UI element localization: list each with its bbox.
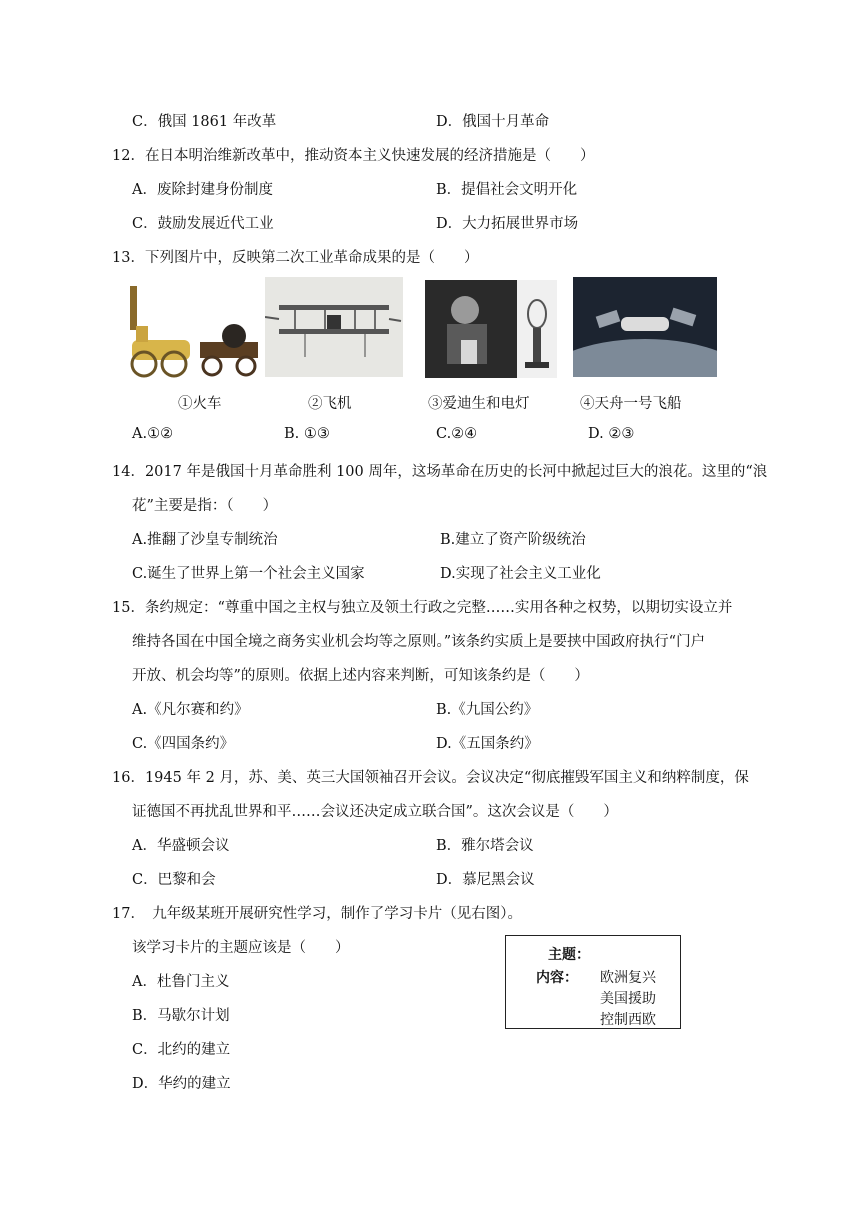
q15-option-a: A.《凡尔赛和约》 bbox=[132, 702, 249, 718]
q14-option-b: B.建立了资产阶级统治 bbox=[440, 532, 586, 548]
q17-option-d: D．华约的建立 bbox=[132, 1076, 231, 1092]
card-content-line-1: 欧洲复兴 bbox=[600, 970, 656, 986]
q11-option-c: C．俄国 1861 年改革 bbox=[132, 114, 277, 130]
airplane-image bbox=[265, 277, 403, 377]
q13-caption-4: ④天舟一号飞船 bbox=[580, 396, 682, 412]
q12-option-a: A．废除封建身份制度 bbox=[132, 182, 273, 198]
q14-stem-line2: 花”主要是指：（ ） bbox=[132, 498, 278, 514]
q16-stem-line2: 证德国不再扰乱世界和平……会议还决定成立联合国”。这次会议是（ ） bbox=[132, 804, 618, 820]
card-theme-label: 主题： bbox=[548, 947, 590, 963]
q13-option-d: D. ②③ bbox=[588, 426, 635, 442]
card-content-label: 内容： bbox=[536, 970, 578, 986]
q16-stem-line1: 16．1945 年 2 月，苏、美、英三大国领袖召开会议。会议决定“彻底摧毁军国主义和纳粹制度，保 bbox=[112, 770, 749, 786]
q13-option-c: C.②④ bbox=[436, 426, 478, 442]
q15-option-d: D.《五国条约》 bbox=[436, 736, 539, 752]
card-content-line-3: 控制西欧 bbox=[600, 1012, 656, 1028]
q16-option-a: A．华盛顿会议 bbox=[132, 838, 230, 854]
q17-stem-line1: 17． 九年级某班开展研究性学习，制作了学习卡片（见右图）。 bbox=[112, 906, 522, 922]
q17-option-c: C．北约的建立 bbox=[132, 1042, 231, 1058]
edison-lamp-image bbox=[425, 280, 557, 378]
q14-option-a: A.推翻了沙皇专制统治 bbox=[132, 532, 278, 548]
q17-option-b: B．马歇尔计划 bbox=[132, 1008, 230, 1024]
q13-stem: 13．下列图片中，反映第二次工业革命成果的是（ ） bbox=[112, 250, 479, 266]
q16-option-b: B．雅尔塔会议 bbox=[436, 838, 534, 854]
q17-option-a: A．杜鲁门主义 bbox=[132, 974, 230, 990]
study-card bbox=[505, 935, 681, 1029]
q14-stem-line1: 14．2017 年是俄国十月革命胜利 100 周年，这场革命在历史的长河中掀起过巨大的浪花。这里的“浪 bbox=[112, 464, 768, 480]
q11-option-d: D．俄国十月革命 bbox=[436, 114, 550, 130]
q13-option-b: B. ①③ bbox=[284, 426, 330, 442]
q13-caption-2: ②飞机 bbox=[308, 396, 352, 412]
locomotive-image bbox=[122, 280, 262, 380]
q12-option-c: C．鼓励发展近代工业 bbox=[132, 216, 274, 232]
q15-stem-line3: 开放、机会均等”的原则。依据上述内容来判断，可知该条约是（ ） bbox=[132, 668, 589, 684]
q14-option-d: D.实现了社会主义工业化 bbox=[440, 566, 601, 582]
q12-option-d: D．大力拓展世界市场 bbox=[436, 216, 579, 232]
q14-option-c: C.诞生了世界上第一个社会主义国家 bbox=[132, 566, 365, 582]
q16-option-c: C．巴黎和会 bbox=[132, 872, 216, 888]
q13-option-a: A.①② bbox=[132, 426, 174, 442]
q16-option-d: D．慕尼黑会议 bbox=[436, 872, 535, 888]
q15-option-c: C.《四国条约》 bbox=[132, 736, 235, 752]
spacecraft-image bbox=[573, 277, 717, 377]
q15-option-b: B.《九国公约》 bbox=[436, 702, 539, 718]
q17-stem-line2: 该学习卡片的主题应该是（ ） bbox=[132, 940, 350, 956]
q15-stem-line2: 维持各国在中国全境之商务实业机会均等之原则。”该条约实质上是要挟中国政府执行“门户 bbox=[132, 634, 706, 650]
q12-stem: 12．在日本明治维新改革中，推动资本主义快速发展的经济措施是（ ） bbox=[112, 148, 595, 164]
q15-stem-line1: 15．条约规定：“尊重中国之主权与独立及领土行政之完整……实用各种之权势，以期切实设立并 bbox=[112, 600, 733, 616]
q13-caption-3: ③爱迪生和电灯 bbox=[428, 396, 530, 412]
card-content-line-2: 美国援助 bbox=[600, 991, 656, 1007]
q13-caption-1: ①火车 bbox=[178, 396, 222, 412]
q12-option-b: B．提倡社会文明开化 bbox=[436, 182, 578, 198]
